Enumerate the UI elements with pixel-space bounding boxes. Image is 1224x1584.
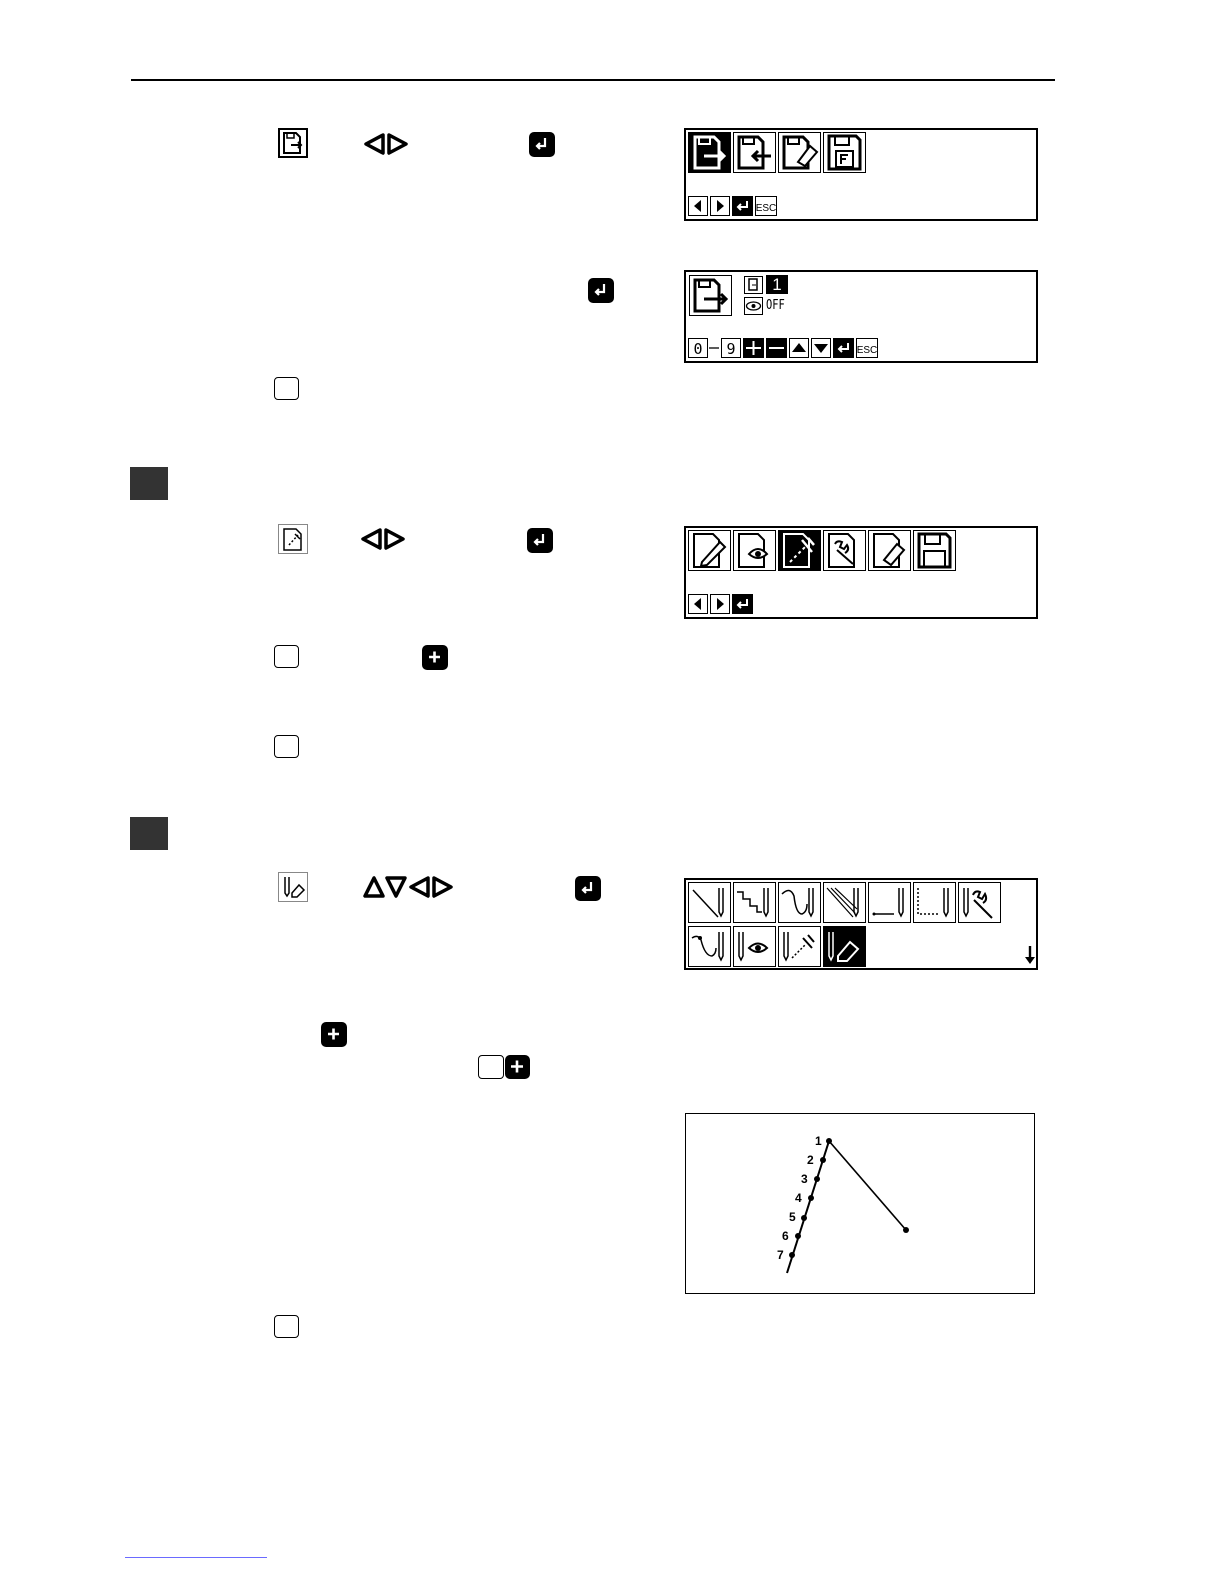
svg-text:ESC: ESC [856, 345, 878, 356]
svg-text:ESC: ESC [755, 203, 777, 214]
point-label-7: 7 [777, 1248, 784, 1262]
enter-key[interactable] [527, 528, 553, 553]
numeric-key-row [688, 338, 880, 359]
stitch-settings-icon[interactable] [958, 882, 1001, 923]
plus-key[interactable] [422, 645, 448, 670]
display-setting-icon [744, 297, 763, 315]
section-marker [130, 467, 168, 500]
pattern-edit-icon [278, 524, 308, 554]
edit-erase-icon[interactable] [868, 530, 911, 571]
footer-link-rule [125, 1557, 267, 1558]
stitch-point [826, 1138, 832, 1144]
blank-key[interactable] [274, 377, 299, 400]
save-icon [278, 128, 308, 158]
point-label-2: 2 [807, 1153, 814, 1167]
pattern-number-value[interactable]: 1 [766, 275, 788, 294]
left-right-arrows-icon [362, 132, 410, 156]
enter-key[interactable] [575, 876, 601, 901]
display-setting-value: OFF [766, 298, 785, 313]
lcd-screen-stitch-menu [684, 878, 1038, 970]
plus-key[interactable] [505, 1055, 530, 1079]
four-way-arrows-icon [362, 875, 456, 899]
stitch-erase-icon-selected[interactable] [823, 926, 866, 967]
edit-view-icon[interactable] [733, 530, 776, 571]
svg-text:9: 9 [726, 340, 736, 358]
blank-key[interactable] [274, 1315, 299, 1338]
nav-key-row [688, 196, 778, 217]
nav-key-row [688, 594, 758, 615]
point-label-1: 1 [815, 1134, 822, 1148]
save-file-icon[interactable] [688, 132, 731, 173]
svg-text:0: 0 [693, 340, 703, 358]
stitch-curve-icon[interactable] [778, 882, 821, 923]
stitch-point [820, 1157, 826, 1163]
stitch-point [789, 1252, 795, 1258]
stitch-step-icon[interactable] [733, 882, 776, 923]
point-label-6: 6 [782, 1229, 789, 1243]
erase-file-icon[interactable] [778, 132, 821, 173]
lcd-screen-save-menu [684, 128, 1038, 221]
point-label-4: 4 [795, 1191, 802, 1205]
stitch-point-diagram [685, 1113, 1035, 1294]
lcd-screen-edit-menu [684, 526, 1038, 619]
floppy-disk-icon[interactable] [913, 530, 956, 571]
header-rule [131, 79, 1055, 81]
left-right-arrows-icon [359, 527, 407, 551]
section-marker [130, 817, 168, 850]
stitch-trim-icon[interactable] [913, 882, 956, 923]
edit-settings-icon[interactable] [823, 530, 866, 571]
point-label-3: 3 [801, 1172, 808, 1186]
plus-key[interactable] [321, 1022, 347, 1047]
format-disk-icon[interactable] [823, 132, 866, 173]
stitch-zigzag-icon[interactable] [823, 882, 866, 923]
save-file-icon [689, 275, 732, 316]
stitch-erase-icon [278, 872, 308, 902]
stitch-straight-icon[interactable] [688, 882, 731, 923]
blank-key[interactable] [478, 1055, 504, 1079]
enter-key[interactable] [529, 132, 555, 157]
edit-new-icon[interactable] [688, 530, 731, 571]
stitch-point [814, 1176, 820, 1182]
load-file-icon[interactable] [733, 132, 776, 173]
lcd-screen-save-number [684, 270, 1038, 363]
stitch-view-icon[interactable] [733, 926, 776, 967]
stitch-feed-icon[interactable] [868, 882, 911, 923]
blank-key[interactable] [274, 645, 299, 668]
scroll-down-arrow-icon[interactable] [1024, 944, 1036, 966]
blank-key[interactable] [274, 735, 299, 758]
stitch-move-icon[interactable] [778, 926, 821, 967]
enter-key[interactable] [588, 278, 614, 303]
stitch-point [808, 1195, 814, 1201]
edit-pattern-icon-selected[interactable] [778, 530, 821, 571]
stitch-point [801, 1215, 807, 1221]
stitch-point-icon[interactable] [688, 926, 731, 967]
stitch-point [903, 1227, 909, 1233]
point-label-5: 5 [789, 1210, 796, 1224]
pattern-number-icon [744, 276, 763, 294]
stitch-point [795, 1233, 801, 1239]
